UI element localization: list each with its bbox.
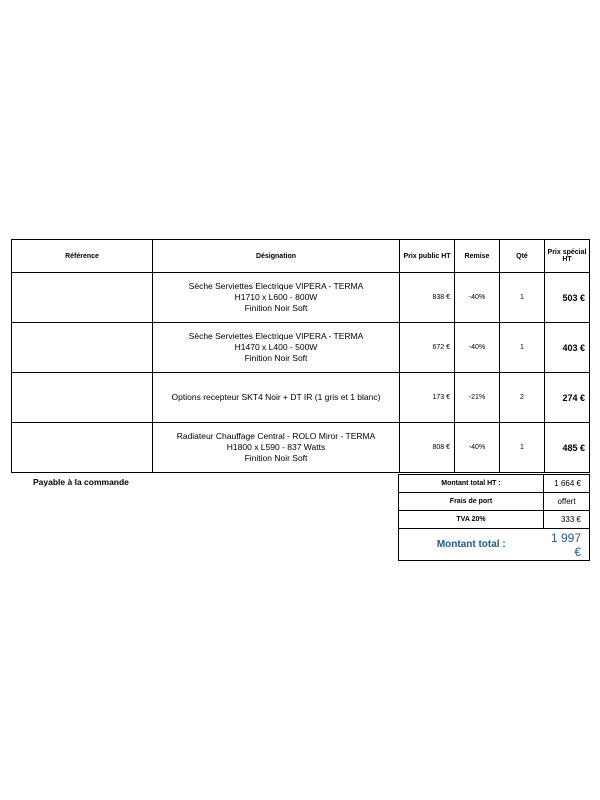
quote-table	[11, 239, 590, 473]
designation-line: Finition Noir Soft	[244, 303, 308, 313]
cell-remise: -40%	[455, 323, 500, 373]
cell-prix-public: 808 €	[400, 423, 455, 473]
cell-qte: 1	[500, 323, 545, 373]
cell-qte: 2	[500, 373, 545, 423]
cell-designation	[153, 323, 400, 373]
designation-line: Sèche Serviettes Electrique VIPERA - TERMA	[188, 331, 364, 341]
tva-value: 333 €	[544, 511, 590, 529]
designation-line: H1800 x L590 - 837 Watts	[226, 442, 326, 452]
cell-qte: 1	[500, 423, 545, 473]
cell-remise: -40%	[455, 273, 500, 323]
cell-remise: -21%	[455, 373, 500, 423]
cell-prix-special: 274 €	[545, 373, 590, 423]
designation-line: H1710 x L600 - 800W	[234, 292, 318, 302]
totals-row-tva	[399, 511, 590, 529]
header-reference: Référence	[12, 240, 153, 273]
montant-total-ht-label: Montant total HT :	[399, 475, 544, 493]
cell-reference	[12, 273, 153, 323]
table-row	[12, 273, 590, 323]
cell-prix-special: 403 €	[545, 323, 590, 373]
designation-line: Sèche Serviettes Electrique VIPERA - TERMA	[188, 281, 364, 291]
cell-designation	[153, 373, 400, 423]
table-header-row	[12, 240, 590, 273]
cell-qte: 1	[500, 273, 545, 323]
table-row	[12, 423, 590, 473]
payment-note: Payable à la commande	[33, 477, 129, 487]
montant-total-ht-value: 1 664 €	[544, 475, 590, 493]
header-designation: Désignation	[153, 240, 400, 273]
totals-row-port	[399, 493, 590, 511]
cell-prix-public: 173 €	[400, 373, 455, 423]
cell-prix-public: 838 €	[400, 273, 455, 323]
montant-total-label: Montant total :	[399, 529, 544, 561]
cell-reference	[12, 323, 153, 373]
header-prix-special: Prix spécial HT	[545, 240, 590, 273]
table-row	[12, 373, 590, 423]
designation-line: Finition Noir Soft	[244, 353, 308, 363]
header-qte: Qté	[500, 240, 545, 273]
totals-row-ht	[399, 475, 590, 493]
montant-total-value: 1 997 €	[544, 529, 590, 561]
table-row	[12, 323, 590, 373]
frais-de-port-value: offert	[544, 493, 590, 511]
designation-line: Options recepteur SKT4 Noir + DT IR (1 gris et 1 blanc)	[171, 392, 381, 402]
cell-prix-public: 672 €	[400, 323, 455, 373]
designation-line: H1470 x L400 - 500W	[234, 342, 318, 352]
cell-reference	[12, 423, 153, 473]
header-prix-public: Prix public HT	[400, 240, 455, 273]
designation-line: Radiateur Chauffage Central - ROLO Miror - TERMA	[176, 431, 376, 441]
totals-row-grand	[399, 529, 590, 561]
tva-label: TVA 20%	[399, 511, 544, 529]
header-remise: Remise	[455, 240, 500, 273]
cell-prix-special: 485 €	[545, 423, 590, 473]
cell-remise: -40%	[455, 423, 500, 473]
cell-reference	[12, 373, 153, 423]
cell-designation	[153, 423, 400, 473]
totals-table	[398, 474, 590, 561]
cell-designation	[153, 273, 400, 323]
frais-de-port-label: Frais de port	[399, 493, 544, 511]
designation-line: Finition Noir Soft	[244, 453, 308, 463]
cell-prix-special: 503 €	[545, 273, 590, 323]
